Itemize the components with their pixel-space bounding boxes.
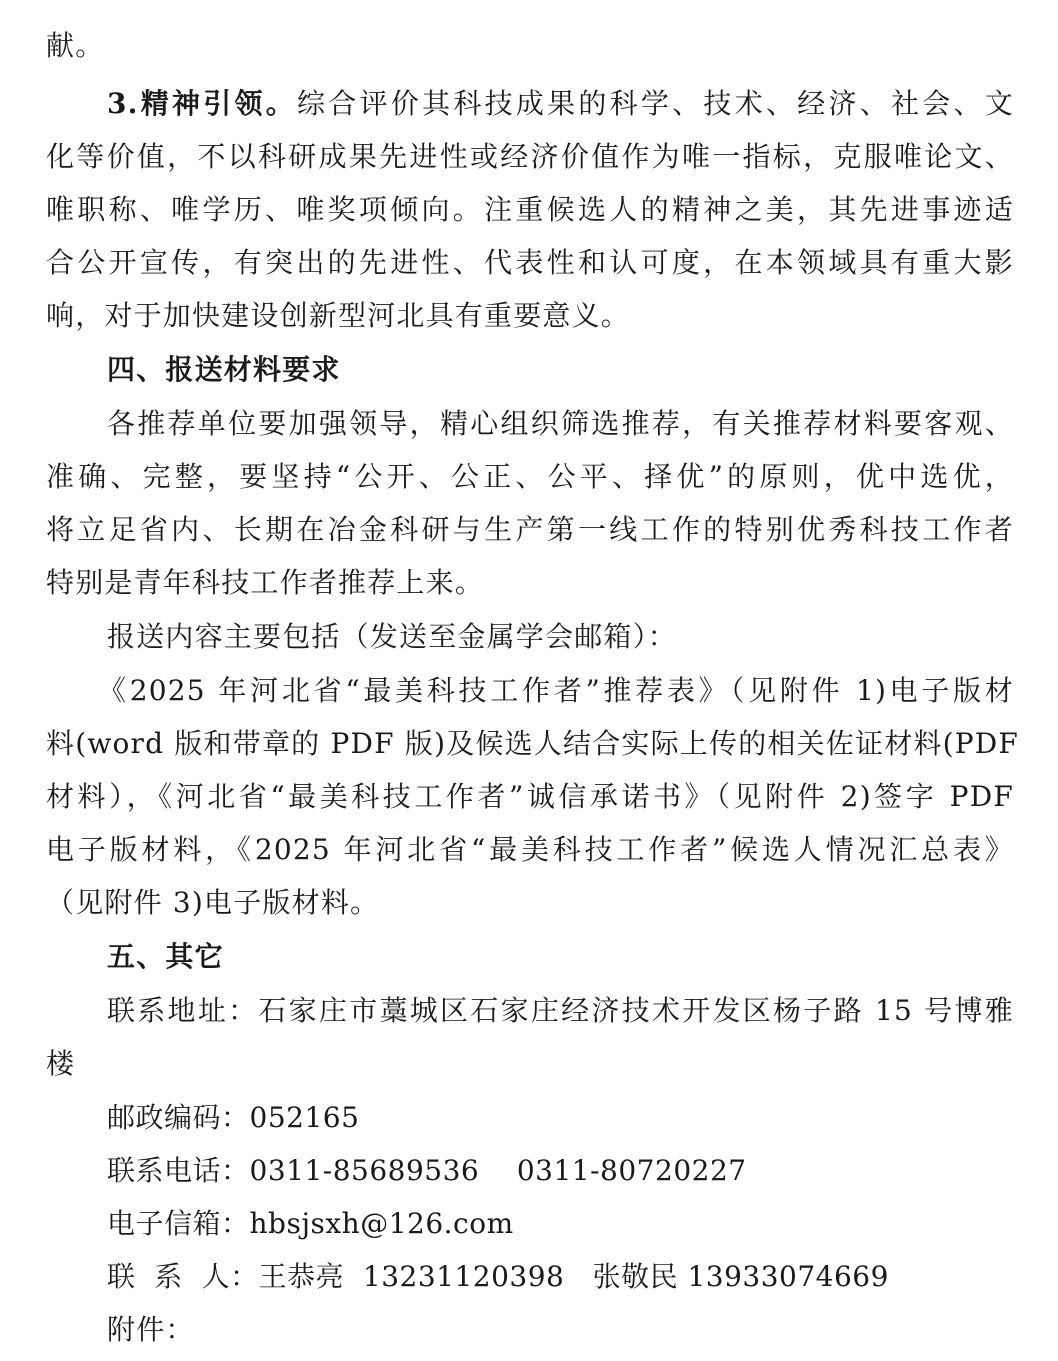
contact-person: 联 系 人：王恭亮 13231120398 张敬民 13933074669 [107,1260,889,1293]
item-lead: 3.精神引领。 [107,87,298,120]
paragraph-line: 各推荐单位要加强领导，精心组织筛选推荐，有关推荐材料要客观、 [107,407,1014,440]
paragraph-line: 报送内容主要包括（发送至金属学会邮箱）： [107,620,678,653]
paragraph-line: 将立足省内、长期在冶金科研与生产第一线工作的特别优秀科技工作者 [46,513,1014,546]
paragraph-line: 响，对于加快建设创新型河北具有重要意义。 [46,299,631,332]
contact-address-cont: 楼 [46,1047,76,1080]
paragraph-line: 献。 [46,29,105,62]
contact-address: 联系地址：石家庄市藁城区石家庄经济技术开发区杨子路 15 号博雅 [107,994,1014,1027]
paragraph-line: 料(word 版和带章的 PDF 版)及候选人结合实际上传的相关佐证材料(PDF [46,727,1020,760]
contact-email: 电子信箱：hbsjsxh@126.com [107,1207,514,1240]
paragraph-line: 特别是青年科技工作者推荐上来。 [46,566,485,599]
item-text: 综合评价其科技成果的科学、技术、经济、社会、文 [297,87,1014,120]
paragraph-line [46,84,1014,124]
postal-code: 邮政编码：052165 [107,1101,360,1134]
paragraph-line: 唯职称、唯学历、唯奖项倾向。注重候选人的精神之美，其先进事迹适 [46,193,1014,226]
paragraph-line: 电子版材料，《2025 年河北省“最美科技工作者”候选人情况汇总表》 [46,833,1014,866]
contact-phone: 联系电话：0311-85689536 0311-80720227 [107,1154,747,1187]
attachments-label: 附件： [107,1313,195,1346]
paragraph-line: 《2025 年河北省“最美科技工作者”推荐表》（见附件 1)电子版材 [98,674,1014,707]
paragraph-line: 合公开宣传，有突出的先进性、代表性和认可度，在本领域具有重大影 [46,246,1014,279]
paragraph-line: 化等价值，不以科研成果先进性或经济价值作为唯一指标，克服唯论文、 [46,140,1014,173]
paragraph-line: （见附件 3)电子版材料。 [46,886,380,919]
section-heading: 四、报送材料要求 [107,353,341,386]
paragraph-line: 准确、完整，要坚持“公开、公正、公平、择优”的原则，优中选优， [46,460,1014,493]
paragraph-line: 材料），《河北省“最美科技工作者”诚信承诺书》（见附件 2)签字 PDF [46,780,1014,813]
section-heading: 五、其它 [107,940,224,973]
